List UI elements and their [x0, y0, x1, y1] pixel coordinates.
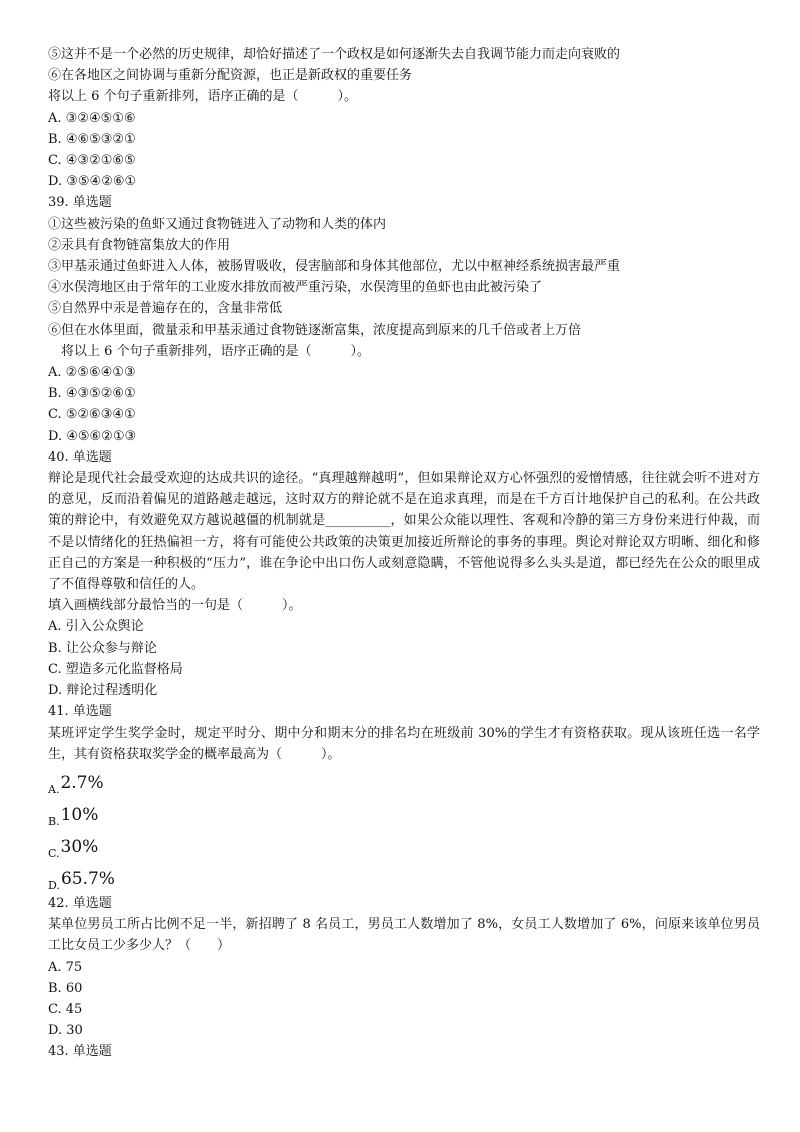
q41-option-d[interactable] [48, 861, 760, 893]
q39-prompt: 将以上 6 个句子重新排列，语序正确的是（ ）。 [61, 343, 371, 359]
q42-option-d[interactable]: D. 30 [48, 1023, 83, 1039]
q39-option-c[interactable]: C. ⑤②⑥③④① [48, 407, 136, 423]
option-letter: A. [48, 782, 60, 796]
option-value: 30% [60, 836, 99, 857]
q42-option-b[interactable]: B. 60 [48, 980, 83, 996]
q38-prompt: 将以上 6 个句子重新排列，语序正确的是（ ）。 [48, 89, 358, 105]
q38-sentence-6: ⑥在各地区之间协调与重新分配资源，也正是新政权的重要任务 [48, 68, 413, 84]
option-letter: D. [48, 878, 60, 892]
q41-option-c[interactable] [48, 829, 760, 861]
option-value: 10% [60, 804, 99, 825]
q40-option-d[interactable]: D. 辩论过程透明化 [48, 683, 158, 699]
q38-option-d[interactable]: D. ③⑤④②⑥① [48, 174, 137, 190]
q39-sentence-3: ③甲基汞通过鱼虾进入人体，被肠胃吸收，侵害脑部和身体其他部位，尤以中枢神经系统损害最严重 [48, 259, 621, 275]
q41-passage: 某班评定学生奖学金时，规定平时分、期中分和期末分的排名均在班级前 30%的学生才有资格获取。现从该班任选一名学生，其有资格获取奖学金的概率最高为（ ）。 [48, 725, 760, 762]
q39-sentence-5: ⑤自然界中汞是普遍存在的，含量非常低 [48, 301, 283, 317]
q39-sentence-2: ②汞具有食物链富集放大的作用 [48, 237, 231, 253]
q39-option-b[interactable]: B. ④③⑤②⑥① [48, 386, 136, 402]
option-value: 65.7% [60, 868, 115, 889]
option-letter: C. [48, 846, 60, 860]
q38-option-a[interactable]: A. ③②④⑤①⑥ [48, 110, 136, 126]
q38-option-c[interactable]: C. ④③②①⑥⑤ [48, 153, 136, 169]
q40-header: 40. 单选题 [48, 449, 112, 465]
q42-option-c[interactable]: C. 45 [48, 1001, 83, 1017]
q39-header: 39. 单选题 [48, 195, 112, 211]
q42-header: 42. 单选题 [48, 895, 112, 911]
q40-option-a[interactable]: A. 引入公众舆论 [48, 619, 144, 635]
q40-option-b[interactable]: B. 让公众参与辩论 [48, 640, 157, 656]
q40-passage: 辩论是现代社会最受欢迎的达成共识的途径。“真理越辩越明”，但如果辩论双方心怀强烈的爱憎情感，往往就会听不进对方的意见，反而沿着偏见的道路越走越远，这时双方的辩论就不是在追求真理，而是在千方百计地保护自己的私利。在公共政策的辩论中，有效避免双方越说越僵的机制就是__________，如果公众能以理性、客观和冷静的第三方身份来进行仲裁，而不是以情绪化的狂热偏袒一方，将有可能使公共政策的决策更加接近所辩论的事务的事理。舆论对辩论双方明晰、细化和修正自己的方案是一种积极的“压力”，谁在争论中出口伤人或刻意隐瞒，不管他说得多么头头是道，都已经先在公众的眼里成了不值得尊敬和信任的人。 [48, 471, 760, 593]
q41-option-a[interactable] [48, 765, 760, 797]
q39-option-a[interactable]: A. ②⑤⑥④①③ [48, 365, 136, 381]
q40-option-c[interactable]: C. 塑造多元化监督格局 [48, 661, 183, 677]
document-page [48, 44, 760, 1063]
q39-sentence-6: ⑥但在水体里面，微量汞和甲基汞通过食物链逐渐富集，浓度提高到原来的几千倍或者上万倍 [48, 322, 582, 338]
q40-prompt: 填入画横线部分最恰当的一句是（ ）。 [48, 598, 302, 614]
q43-header: 43. 单选题 [48, 1044, 112, 1060]
q41-option-b[interactable] [48, 797, 760, 829]
q42-passage: 某单位男员工所占比例不足一半，新招聘了 8 名员工，男员工人数增加了 8%，女员工人数增加了 6%，问原来该单位男员工比女员工少多少人？（ ） [48, 917, 760, 954]
q39-sentence-4: ④水俣湾地区由于常年的工业废水排放而被严重污染，水俣湾里的鱼虾也由此被污染了 [48, 280, 543, 296]
q38-sentence-5: ⑤这并不是一个必然的历史规律，却恰好描述了一个政权是如何逐渐失去自我调节能力而走向衰败的 [48, 47, 621, 62]
q41-header: 41. 单选题 [48, 704, 112, 720]
q38-option-b[interactable]: B. ④⑥⑤③②① [48, 131, 136, 147]
q42-option-a[interactable]: A. 75 [48, 959, 83, 975]
option-letter: B. [48, 814, 60, 828]
q39-sentence-1: ①这些被污染的鱼虾又通过食物链进入了动物和人类的体内 [48, 216, 387, 232]
q39-option-d[interactable]: D. ④⑤⑥②①③ [48, 428, 137, 444]
option-value: 2.7% [60, 772, 104, 793]
